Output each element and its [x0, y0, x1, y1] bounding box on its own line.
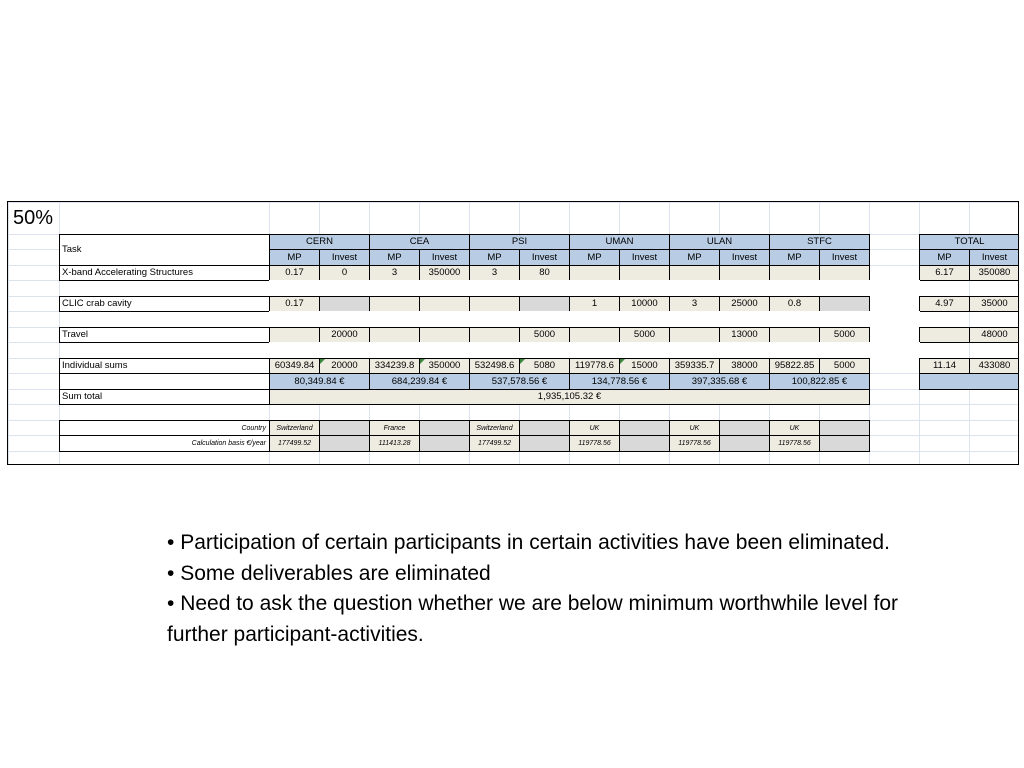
invest-header: Invest: [519, 249, 570, 266]
value-cell: 350000: [419, 358, 470, 374]
value-cell: 38000: [719, 358, 770, 374]
value-cell: 5080: [519, 358, 570, 374]
country-blank: [619, 420, 670, 436]
blank-cell: [59, 373, 270, 390]
mp-header: MP: [669, 249, 720, 266]
sum-total-label: Sum total: [59, 389, 270, 405]
country-cell: UK: [569, 420, 620, 436]
invest-header: Invest: [719, 249, 770, 266]
country-cell: UK: [669, 420, 720, 436]
calc-basis-cell: 111413.28: [369, 435, 420, 452]
institute-header: ULAN: [669, 234, 770, 250]
calc-basis-blank: [419, 435, 470, 452]
value-cell: [319, 296, 370, 312]
mp-header: MP: [269, 249, 320, 266]
task-label: CLIC crab cavity: [59, 296, 270, 312]
institute-sum: 80,349.84 €: [269, 373, 370, 390]
calc-basis-blank: [319, 435, 370, 452]
value-cell: 0.17: [269, 296, 320, 312]
value-cell: [769, 265, 820, 281]
bullet-item: • Need to ask the question whether we are below minimum worthwhile level for further participant-activities.: [167, 592, 899, 646]
value-cell: [369, 296, 420, 312]
bullet-text: Some deliverables are eliminated: [180, 561, 491, 585]
country-blank: [719, 420, 770, 436]
country-blank: [519, 420, 570, 436]
value-cell: 350000: [419, 265, 470, 281]
value-cell: 10000: [619, 296, 670, 312]
value-cell: 60349.84: [269, 358, 320, 374]
calc-basis-blank: [719, 435, 770, 452]
mp-header: MP: [769, 249, 820, 266]
value-cell: [669, 265, 720, 281]
value-cell: [569, 327, 620, 343]
institute-header: STFC: [769, 234, 870, 250]
value-cell: 1: [569, 296, 620, 312]
total-header: TOTAL: [919, 234, 1019, 250]
task-label: Travel: [59, 327, 270, 343]
spacer-row: [269, 342, 920, 359]
calc-basis-cell: 119778.56: [569, 435, 620, 452]
calc-basis-blank: [619, 435, 670, 452]
institute-sum: 134,778.56 €: [569, 373, 670, 390]
total-invest-cell: 433080: [969, 358, 1019, 374]
value-cell: 13000: [719, 327, 770, 343]
calc-basis-cell: 177499.52: [469, 435, 520, 452]
invest-header: Invest: [969, 249, 1019, 266]
value-cell: [369, 327, 420, 343]
invest-header: Invest: [619, 249, 670, 266]
invest-header: Invest: [419, 249, 470, 266]
total-sum-blank: [919, 373, 1019, 390]
country-cell: UK: [769, 420, 820, 436]
country-blank: [419, 420, 470, 436]
country-blank: [819, 420, 870, 436]
value-cell: [419, 327, 470, 343]
value-cell: 5000: [819, 358, 870, 374]
total-mp-cell: 6.17: [919, 265, 970, 281]
institute-header: CERN: [269, 234, 370, 250]
spreadsheet-table: [7, 201, 1019, 465]
value-cell: 3: [669, 296, 720, 312]
value-cell: 5000: [819, 327, 870, 343]
spacer-row: [269, 311, 920, 328]
value-cell: [819, 296, 870, 312]
value-cell: [719, 265, 770, 281]
task-header: Task: [59, 234, 270, 266]
institute-header: CEA: [369, 234, 470, 250]
country-blank: [319, 420, 370, 436]
institute-header: UMAN: [569, 234, 670, 250]
country-cell: Switzerland: [469, 420, 520, 436]
value-cell: [419, 296, 470, 312]
total-mp-cell: 11.14: [919, 358, 970, 374]
value-cell: 0.8: [769, 296, 820, 312]
value-cell: 20000: [319, 358, 370, 374]
value-cell: 5000: [619, 327, 670, 343]
mp-header: MP: [919, 249, 970, 266]
value-cell: 119778.6: [569, 358, 620, 374]
value-cell: 25000: [719, 296, 770, 312]
country-cell: France: [369, 420, 420, 436]
value-cell: 532498.6: [469, 358, 520, 374]
calc-basis-cell: 119778.56: [769, 435, 820, 452]
mp-header: MP: [369, 249, 420, 266]
percentage-label: 50%: [13, 207, 54, 229]
sum-total-value: 1,935,105.32 €: [269, 389, 870, 405]
invest-header: Invest: [319, 249, 370, 266]
calc-basis-blank: [519, 435, 570, 452]
institute-sum: 397,335.68 €: [669, 373, 770, 390]
value-cell: 0: [319, 265, 370, 281]
value-cell: 359335.7: [669, 358, 720, 374]
value-cell: [519, 296, 570, 312]
total-invest-cell: 350080: [969, 265, 1019, 281]
bullet-list: [167, 528, 927, 650]
bullet-item: • Participation of certain participants in certain activities have been eliminated.: [167, 531, 890, 554]
value-cell: 3: [369, 265, 420, 281]
value-cell: [569, 265, 620, 281]
bullet-item: • Some deliverables are eliminated: [167, 561, 491, 585]
value-cell: 3: [469, 265, 520, 281]
total-mp-cell: [919, 327, 970, 343]
value-cell: 95822.85: [769, 358, 820, 374]
mp-header: MP: [469, 249, 520, 266]
institute-sum: 684,239.84 €: [369, 373, 470, 390]
calc-basis-label: Calculation basis €/year: [59, 435, 270, 452]
calc-basis-cell: 119778.56: [669, 435, 720, 452]
value-cell: [769, 327, 820, 343]
value-cell: [619, 265, 670, 281]
value-cell: [819, 265, 870, 281]
institute-sum: 537,578.56 €: [469, 373, 570, 390]
country-label: Country: [59, 420, 270, 436]
total-invest-cell: 48000: [969, 327, 1019, 343]
value-cell: [269, 327, 320, 343]
value-cell: [469, 296, 520, 312]
value-cell: 15000: [619, 358, 670, 374]
institute-sum: 100,822.85 €: [769, 373, 870, 390]
spacer-row: [269, 280, 920, 297]
invest-header: Invest: [819, 249, 870, 266]
value-cell: 0.17: [269, 265, 320, 281]
value-cell: 5000: [519, 327, 570, 343]
bullet-text: Participation of certain participants in certain activities have been eliminated.: [180, 531, 890, 554]
task-label: X-band Accelerating Structures: [59, 265, 270, 281]
mp-header: MP: [569, 249, 620, 266]
value-cell: [469, 327, 520, 343]
value-cell: [669, 327, 720, 343]
calc-basis-cell: 177499.52: [269, 435, 320, 452]
bullet-text: Need to ask the question whether we are below minimum worthwhile level for further participant-activities.: [167, 592, 899, 646]
total-invest-cell: 35000: [969, 296, 1019, 312]
value-cell: 20000: [319, 327, 370, 343]
institute-header: PSI: [469, 234, 570, 250]
country-cell: Switzerland: [269, 420, 320, 436]
task-label: Individual sums: [59, 358, 270, 374]
value-cell: 334239.8: [369, 358, 420, 374]
value-cell: 80: [519, 265, 570, 281]
calc-basis-blank: [819, 435, 870, 452]
total-mp-cell: 4.97: [919, 296, 970, 312]
